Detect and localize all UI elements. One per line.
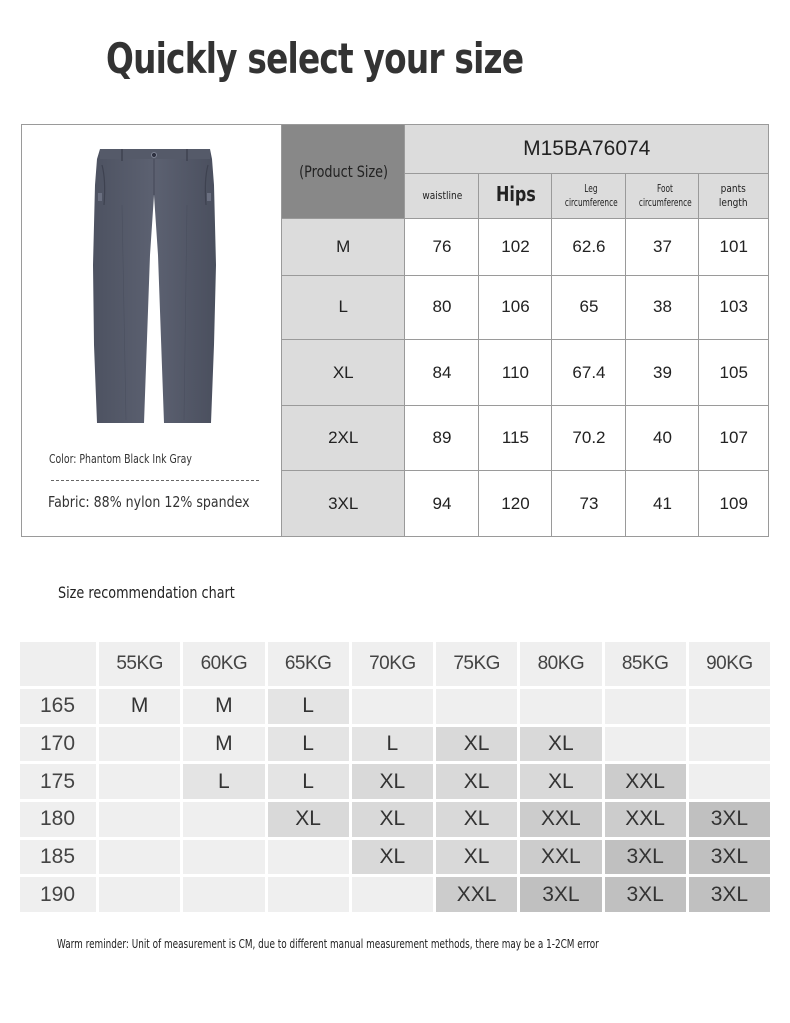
col-header-leg-circumference: Leg circumference <box>552 173 626 218</box>
size-recommendation-cell <box>99 877 180 912</box>
size-recommendation-cell <box>352 689 433 724</box>
size-recommendation-cell <box>436 689 517 724</box>
table-row <box>282 339 768 405</box>
table-row <box>282 275 768 339</box>
size-recommendation-cell <box>689 764 770 799</box>
measurement-reminder: Warm reminder: Unit of measurement is CM, due to different manual measurement methods, there may be a 1-2CM error <box>57 937 599 951</box>
table-row <box>282 471 768 536</box>
size-recommendation-cell: M <box>183 689 264 724</box>
cell-hips: 110 <box>479 339 552 405</box>
size-recommendation-cell: L <box>268 764 349 799</box>
size-recommendation-cell: M <box>183 727 264 762</box>
size-chart-block <box>21 124 769 537</box>
cell-leg: 65 <box>552 275 626 339</box>
weight-header: 85KG <box>605 642 686 686</box>
size-recommendation-cell: L <box>268 727 349 762</box>
size-recommendation-cell: 3XL <box>605 840 686 875</box>
size-recommendation-cell <box>605 689 686 724</box>
height-label: 170 <box>20 727 96 762</box>
height-label: 180 <box>20 802 96 837</box>
size-recommendation-cell <box>520 689 601 724</box>
cell-leg: 70.2 <box>552 406 626 471</box>
size-recommendation-cell: 3XL <box>605 877 686 912</box>
size-recommendation-cell: XXL <box>436 877 517 912</box>
size-label: 3XL <box>282 471 405 536</box>
size-recommendation-cell <box>689 689 770 724</box>
size-label: M <box>282 218 405 275</box>
cell-waistline: 80 <box>405 275 479 339</box>
size-recommendation-cell: XL <box>268 802 349 837</box>
size-recommendation-cell: 3XL <box>689 802 770 837</box>
size-recommendation-cell: L <box>268 689 349 724</box>
size-recommendation-cell: XXL <box>520 802 601 837</box>
weight-header: 75KG <box>436 642 517 686</box>
height-label: 165 <box>20 689 96 724</box>
size-recommendation-cell: 3XL <box>520 877 601 912</box>
cell-leg: 62.6 <box>552 218 626 275</box>
size-recommendation-cell: XXL <box>605 802 686 837</box>
height-label: 175 <box>20 764 96 799</box>
size-recommendation-cell <box>99 727 180 762</box>
size-recommendation-cell: XL <box>436 764 517 799</box>
size-recommendation-cell: XL <box>436 802 517 837</box>
height-label: 185 <box>20 840 96 875</box>
size-recommendation-cell <box>183 840 264 875</box>
cell-foot: 41 <box>626 471 699 536</box>
cell-length: 101 <box>699 218 768 275</box>
size-recommendation-cell: 3XL <box>689 877 770 912</box>
cell-hips: 120 <box>479 471 552 536</box>
cell-waistline: 89 <box>405 406 479 471</box>
col-header-pants-length: pants length <box>699 173 768 218</box>
weight-header: 70KG <box>352 642 433 686</box>
cell-waistline: 84 <box>405 339 479 405</box>
grid-corner <box>20 642 96 686</box>
col-header-foot-circumference: Foot circumference <box>626 173 699 218</box>
size-recommendation-cell: XL <box>520 727 601 762</box>
size-label: L <box>282 275 405 339</box>
size-recommendation-cell <box>689 727 770 762</box>
size-recommendation-cell: L <box>352 727 433 762</box>
size-label: 2XL <box>282 406 405 471</box>
cell-hips: 115 <box>479 406 552 471</box>
weight-header: 55KG <box>99 642 180 686</box>
weight-header: 90KG <box>689 642 770 686</box>
table-row <box>282 218 768 275</box>
size-recommendation-cell <box>183 877 264 912</box>
col-header-waistline: waistline <box>405 173 479 218</box>
size-recommendation-cell: XXL <box>605 764 686 799</box>
cell-foot: 39 <box>626 339 699 405</box>
size-recommendation-cell <box>99 764 180 799</box>
col-header-hips: Hips <box>479 173 552 218</box>
fabric-label: Fabric: 88% nylon 12% spandex <box>48 493 250 511</box>
height-label: 190 <box>20 877 96 912</box>
cell-hips: 102 <box>479 218 552 275</box>
size-recommendation-cell: M <box>99 689 180 724</box>
size-recommendation-cell <box>268 877 349 912</box>
recommendation-title: Size recommendation chart <box>58 583 235 602</box>
size-recommendation-cell: XL <box>436 727 517 762</box>
cell-foot: 37 <box>626 218 699 275</box>
size-recommendation-cell: 3XL <box>689 840 770 875</box>
size-recommendation-cell: XL <box>436 840 517 875</box>
size-recommendation-cell <box>183 802 264 837</box>
page-title: Quickly select your size <box>106 34 524 83</box>
size-recommendation-cell: XL <box>352 764 433 799</box>
cell-length: 109 <box>699 471 768 536</box>
cell-leg: 73 <box>552 471 626 536</box>
cell-waistline: 94 <box>405 471 479 536</box>
size-recommendation-cell: XL <box>352 840 433 875</box>
cell-length: 103 <box>699 275 768 339</box>
table-row <box>282 406 768 471</box>
size-recommendation-cell: L <box>183 764 264 799</box>
size-recommendation-cell <box>605 727 686 762</box>
weight-header: 65KG <box>268 642 349 686</box>
size-recommendation-cell: XXL <box>520 840 601 875</box>
cell-hips: 106 <box>479 275 552 339</box>
cell-length: 107 <box>699 406 768 471</box>
size-recommendation-cell <box>352 877 433 912</box>
cell-length: 105 <box>699 339 768 405</box>
divider <box>51 480 259 481</box>
product-size-header: (Product Size) <box>282 125 405 218</box>
size-table <box>282 125 768 536</box>
cell-waistline: 76 <box>405 218 479 275</box>
size-recommendation-cell <box>268 840 349 875</box>
cell-foot: 38 <box>626 275 699 339</box>
size-recommendation-cell <box>99 802 180 837</box>
recommendation-grid <box>20 642 770 912</box>
model-number: M15BA76074 <box>405 125 768 173</box>
size-recommendation-cell <box>99 840 180 875</box>
pants-icon <box>92 145 217 425</box>
product-panel <box>22 125 282 536</box>
cell-foot: 40 <box>626 406 699 471</box>
size-recommendation-cell: XL <box>520 764 601 799</box>
size-recommendation-cell: XL <box>352 802 433 837</box>
weight-header: 60KG <box>183 642 264 686</box>
color-label: Color: Phantom Black Ink Gray <box>49 452 192 466</box>
weight-header: 80KG <box>520 642 601 686</box>
size-label: XL <box>282 339 405 405</box>
cell-leg: 67.4 <box>552 339 626 405</box>
